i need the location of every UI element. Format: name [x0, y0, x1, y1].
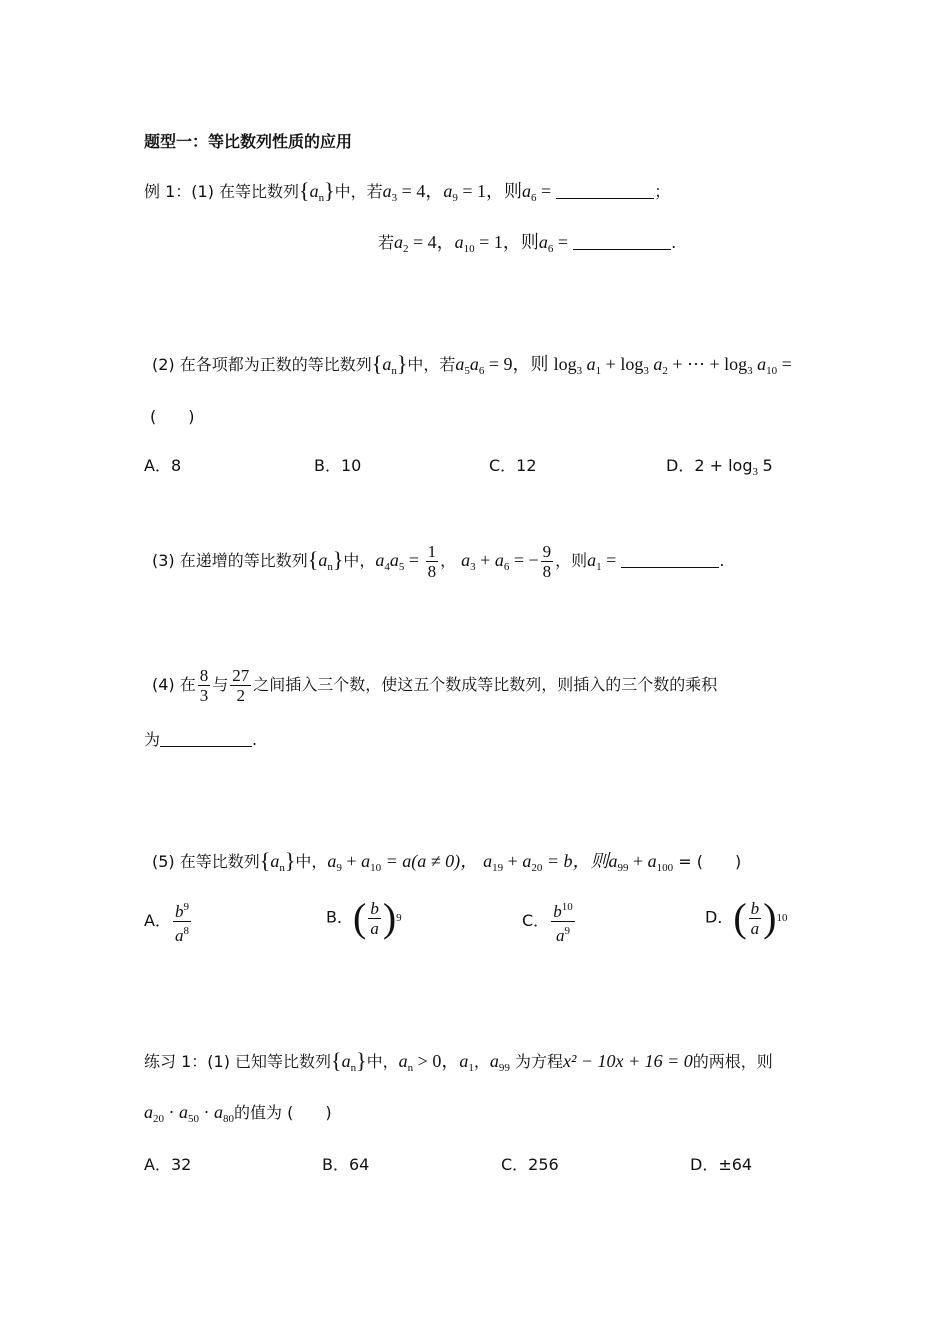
answer-blank-2[interactable] [573, 233, 671, 250]
p1-option-b[interactable]: B．64 [322, 1155, 370, 1174]
example1-label: 例 1：(1) 在等比数列 [144, 182, 300, 201]
q2-option-c[interactable]: C．12 [489, 456, 537, 475]
answer-blank-4[interactable] [160, 730, 252, 747]
answer-blank-3[interactable] [621, 551, 719, 568]
question2-stem: (2) 在各项都为正数的等比数列$\{a_n\}$中，若$a_5a_6 = 9$，则 $\log_3 a_1 + \log_3 a_2$ + ⋯ + $\log_3 a_{10}$ = [152, 351, 792, 377]
q2-option-d[interactable]: D．$2 + \log_3 5$ [666, 456, 773, 478]
equation: x² − 10x + 16 = 0 [562, 1051, 693, 1071]
q5-option-d[interactable]: D． ( $\frac{b}{a}$ ) 10 [705, 895, 788, 940]
p1-option-d[interactable]: D．±64 [690, 1155, 753, 1174]
fraction-1-8: $\frac{1}{8}$ [427, 542, 437, 581]
example1-line1: 例 1：(1) 在等比数列$\{a_n\}$中，若$a_3 = 4$，$a_9 = 1$，则$a_6$ = ； [144, 178, 671, 204]
question4-stem: (4) 在 $\frac{8}{3}$ 与 $\frac{27}{2}$ 之间插入三个数，使这五个数成等比数列，则插入的三个数的乘积 [152, 666, 718, 705]
q2-option-b[interactable]: B．10 [314, 456, 362, 475]
fraction-27-2: $\frac{27}{2}$ [232, 666, 250, 705]
practice1-stem: 练习 1：(1) 已知等比数列$\{a_n\}$中，$a_n > 0$，$a_1$，$a_{99}$ 为方程x² − 10x + 16 = 0的两根，则 [144, 1048, 773, 1074]
q5-option-a[interactable]: A． $\frac{b^9}{a^8}$ [144, 898, 193, 945]
p1-option-a[interactable]: A．32 [144, 1155, 192, 1174]
practice1-line2: $a_{20} \cdot a_{50} \cdot a_{80}$的值为 ( ) [144, 1102, 332, 1125]
q2-option-a[interactable]: A．8 [144, 456, 182, 475]
q5-option-b[interactable]: B． ( $\frac{b}{a}$ ) 9 [326, 895, 402, 940]
question4-line2: 为 . [144, 730, 258, 749]
example1-line2: 若$a_2 = 4$，$a_{10} = 1$，则$a_6$ = . [378, 232, 677, 255]
section-heading: 题型一：等比数列性质的应用 [144, 132, 353, 151]
question5-stem: (5) 在等比数列$\{a_n\}$中，$a_9 + a_{10} = a(a \ne 0)$， $a_{19} + a_{20} = b$，则$a_{99} + a_{100}$ = ( ) [152, 848, 742, 874]
answer-blank-1[interactable] [556, 182, 654, 199]
fraction-8-3: $\frac{8}{3}$ [199, 666, 209, 705]
question3-stem: (3) 在递增的等比数列$\{a_n\}$中，$a_4a_5$ = $\frac{1}{8}$ ， $a_3 + a_6$ = − $\frac{9}{8}$ ，则$a_1$ = . [152, 542, 725, 581]
p1-option-c[interactable]: C．256 [501, 1155, 559, 1174]
fraction-9-8: $\frac{9}{8}$ [542, 542, 552, 581]
question2-paren: ( ) [150, 407, 195, 426]
q5-option-c[interactable]: C． $\frac{b^{10}}{a^9}$ [522, 898, 577, 945]
